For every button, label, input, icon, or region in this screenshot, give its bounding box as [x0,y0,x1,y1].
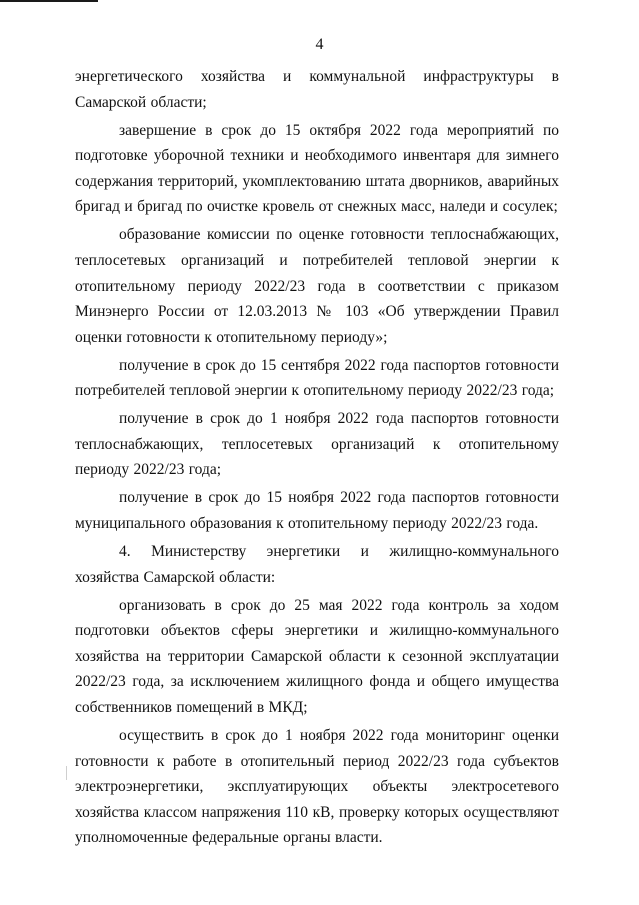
paragraph-heat-supply-passports: получение в срок до 1 ноября 2022 года паспортов готовности теплоснабжающих, теплосетевых организаций к отопительному периоду 2022/23 года; [75,410,559,479]
paragraph-commission: образование комиссии по оценке готовности теплоснабжающих, теплосетевых организаций и потребителей тепловой энергии к отопительному периоду 2022/23 года в соответствии с приказом Минэнерго России от 12.03.2013 № 103 «Об утверждении Правил оценки готовности к отопительному периоду»; [75,226,559,346]
scan-corner-mark [0,0,98,2]
paragraph-ministry-heading: 4. Министерству энергетики и жилищно-коммунального хозяйства Самарской области: [75,543,559,586]
paragraph-control-organization: организовать в срок до 25 мая 2022 года контроль за ходом подготовки объектов сферы энергетики и жилищно-коммунального хозяйства на территории Самарской области к сезонной эксплуатации 2022/23 года, за исключением жилищного фонда и общего имущества собственников помещений в МКД; [75,596,559,716]
paragraph-municipal-passports: получение в срок до 15 ноября 2022 года паспортов готовности муниципального образования к отопительному периоду 2022/23 года. [75,489,559,533]
page-number: 4 [315,36,324,53]
paragraph-continuation: энергетического хозяйства и коммунальной инфраструктуры в Самарской области; [75,68,559,111]
document-body [75,64,559,851]
paragraph-snow-equipment: завершение в срок до 15 октября 2022 года мероприятий по подготовке уборочной техники и необходимого инвентаря для зимнего содержания территорий, укомплектованию штата дворников, аварийных бригад и бригад по очистке кровель от снежных масс, наледи и сосулек; [75,121,559,216]
paragraph-monitoring: осуществить в срок до 1 ноября 2022 года мониторинг оценки готовности к работе в отопительный период 2022/23 года субъектов электроэнергетики, эксплуатирующих объекты электросетевого хозяйства классом напряжения 110 кВ, проверку которых осуществляют уполномоченные федеральные органы власти. [75,726,559,847]
scan-artifact [66,766,67,780]
paragraph-consumer-passports: получение в срок до 15 сентября 2022 года паспортов готовности потребителей тепловой энергии к отопительному периоду 2022/23 года; [75,356,559,400]
